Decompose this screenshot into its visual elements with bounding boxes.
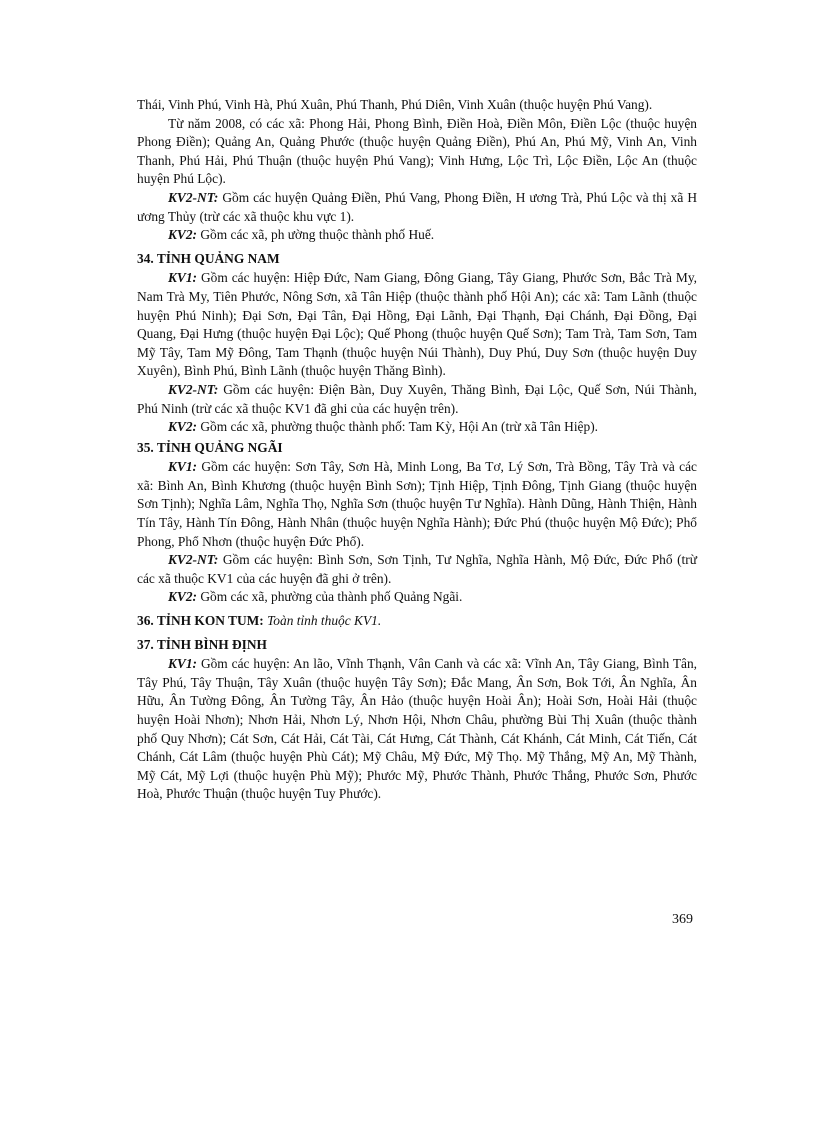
kv1-label: KV1:: [168, 270, 198, 286]
kv1-label: KV1:: [168, 656, 198, 672]
heading-binh-dinh: 37. TỈNH BÌNH ĐỊNH: [137, 636, 267, 652]
kv2-label: KV2:: [168, 419, 198, 435]
paragraph-continuation: Thái, Vinh Phú, Vinh Hà, Phú Xuân, Phú Thanh, Phú Diên, Vinh Xuân (thuộc huyện Phú Vang).: [137, 97, 653, 112]
paragraph-quang-ngai-kv1: [137, 458, 697, 551]
kv1-text: Gồm các huyện: Hiệp Đức, Nam Giang, Đông Giang, Tây Giang, Phước Sơn, Bắc Trà My, Nam Trà My, Tiên Phước, Nông Sơn, xã Tân Hiệp (thuộc thành phố Hội An); các xã: Tam Lãnh (thuộc huyện Phú Ninh); Đại Sơn, Đại Tân, Đại Hồng, Đại Lãnh, Đại Thạnh, Đại Chánh, Đại Đồng, Đại Quang, Đại Hưng (thuộc huyện Đại Lộc); Quế Phong (thuộc huyện Quế Sơn); Tam Trà, Tam Sơn, Tam Mỹ Tây, Tam Mỹ Đông, Tam Thạnh (thuộc huyện Núi Thành), Duy Phú, Duy Sơn (thuộc huyện Duy Xuyên), Bình Phú, Bình Lãnh (thuộc huyện Thăng Bình).: [137, 270, 697, 379]
kv2-text: Gồm các xã, ph ường thuộc thành phố Huế.: [197, 227, 435, 243]
paragraph-binh-dinh-kv1: [137, 655, 697, 804]
kv2-label: KV2:: [168, 589, 198, 605]
kv1-text: Gồm các huyện: An lão, Vĩnh Thạnh, Vân Canh và các xã: Vĩnh An, Tây Giang, Bình Tân, Tây Phú, Tây Thuận, Tây Xuân (thuộc huyện Tây Sơn); Đắc Mang, Ân Sơn, Bok Tới, Ân Nghĩa, Ân Hữu, Ân Tường Đông, Ân Tường Tây, Ân Hảo (thuộc huyện Hoài Ân); Hoài Sơn, Hoài Hải (thuộc huyện Hoài Nhơn); Nhơn Hải, Nhơn Lý, Nhơn Hội, Nhơn Châu, phường Bùi Thị Xuân (thuộc thành phố Quy Nhơn); Cát Sơn, Cát Hải, Cát Tài, Cát Hưng, Cát Thành, Cát Khánh, Cát Minh, Cát Tiến, Cát Chánh, Cát Lâm (thuộc huyện Phù Cát); Mỹ Châu, Mỹ Đức, Mỹ Thọ. Mỹ Thắng, Mỹ An, Mỹ Thành, Mỹ Cát, Mỹ Lợi (thuộc huyện Phù Mỹ); Phước Mỹ, Phước Thành, Phước Thắng, Phước Sơn, Phước Hoà, Phước Thuận (thuộc huyện Tuy Phước).: [137, 656, 697, 802]
kv2nt-text: Gồm các huyện: Điện Bàn, Duy Xuyên, Thăng Bình, Đại Lộc, Quế Sơn, Núi Thành, Phú Ninh (trừ các xã thuộc KV1 đã ghi của các huyện trên).: [137, 381, 697, 416]
heading-kon-tum: [137, 612, 697, 631]
paragraph-hue-kv2nt: [137, 189, 697, 226]
page-number: 369: [672, 912, 693, 927]
paragraph-from-2008: Từ năm 2008, có các xã: Phong Hải, Phong Bình, Điền Hoà, Điền Môn, Điền Lộc (thuộc huyện Phong Điền); Quảng An, Quảng Phước (thuộc huyện Quảng Điền), Phú An, Phú Mỹ, Vinh An, Vinh Thanh, Phú Hải, Phú Thuận (thuộc huyện Phú Vang); Vinh Hưng, Lộc Trì, Lộc Điền, Lộc An (thuộc huyện Phú Lộc).: [137, 115, 697, 187]
kv2nt-text: Gồm các huyện Quảng Điền, Phú Vang, Phong Điền, H ương Trà, Phú Lộc và thị xã H ương Thủy (trừ các xã thuộc khu vực 1).: [137, 189, 697, 224]
paragraph-quang-ngai-kv2: [137, 588, 697, 607]
paragraph-quang-nam-kv1: [137, 269, 697, 381]
kv2nt-label: KV2-NT:: [168, 381, 219, 397]
kv1-label: KV1:: [168, 459, 198, 475]
kon-tum-note: Toàn tỉnh thuộc KV1.: [263, 613, 382, 629]
paragraph-quang-nam-kv2: [137, 418, 697, 437]
document-page: [137, 96, 697, 804]
heading-quang-ngai: 35. TỈNH QUẢNG NGÃI: [137, 439, 283, 455]
kv2-text: Gồm các xã, phường thuộc thành phố: Tam Kỳ, Hội An (trừ xã Tân Hiệp).: [197, 419, 599, 435]
kon-tum-title: 36. TỈNH KON TUM:: [137, 613, 264, 629]
kv2nt-label: KV2-NT:: [168, 189, 219, 205]
kv1-text: Gồm các huyện: Sơn Tây, Sơn Hà, Minh Long, Ba Tơ, Lý Sơn, Trà Bồng, Tây Trà và các xã: Bình An, Bình Khương (thuộc huyện Bình Sơn); Tịnh Hiệp, Tịnh Đông, Tịnh Giang (thuộc huyện Sơn Tịnh); Nghĩa Lâm, Nghĩa Thọ, Nghĩa Sơn (thuộc huyện Tư Nghĩa). Hành Dũng, Hành Thiện, Hành Tín Tây, Hành Tín Đông, Hành Nhân (thuộc huyện Nghĩa Hành); Đức Phú (thuộc huyện Mộ Đức); Phổ Phong, Phổ Nhơn (thuộc huyện Đức Phổ).: [137, 459, 697, 549]
heading-quang-nam: 34. TỈNH QUẢNG NAM: [137, 250, 280, 266]
kv2-label: KV2:: [168, 227, 198, 243]
paragraph-quang-ngai-kv2nt: [137, 551, 697, 588]
kv2nt-text: Gồm các huyện: Bình Sơn, Sơn Tịnh, Tư Nghĩa, Nghĩa Hành, Mộ Đức, Đức Phổ (trừ các xã thuộc KV1 của các huyện đã ghi ở trên).: [137, 552, 697, 586]
paragraph-hue-kv2: [137, 226, 697, 245]
paragraph-quang-nam-kv2nt: [137, 381, 697, 418]
kv2-text: Gồm các xã, phường của thành phố Quảng Ngãi.: [197, 589, 463, 605]
kv2nt-label: KV2-NT:: [168, 552, 219, 568]
